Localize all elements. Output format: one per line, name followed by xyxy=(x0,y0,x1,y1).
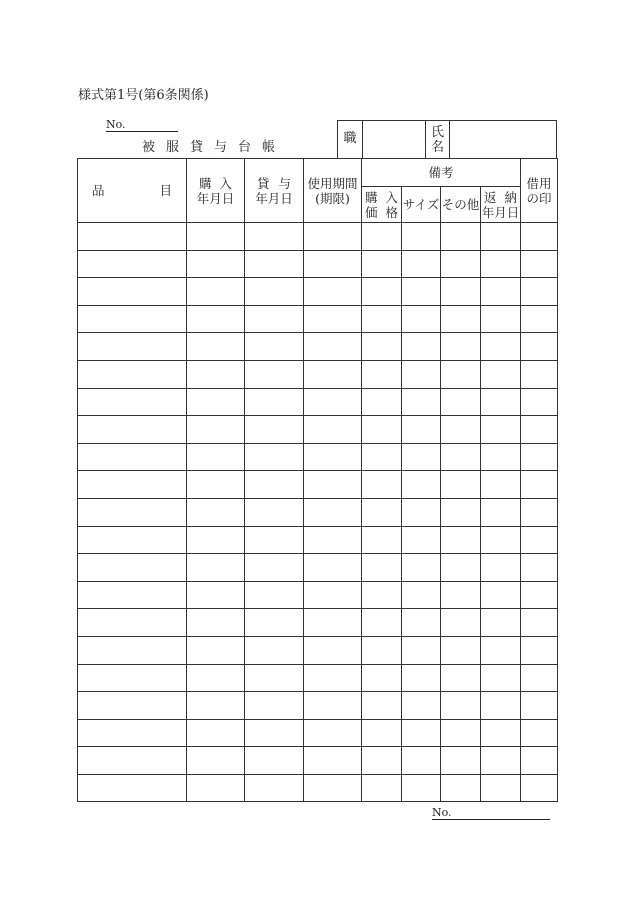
cell-usage-period[interactable] xyxy=(304,223,362,251)
cell-loan-date[interactable] xyxy=(245,664,304,692)
cell-borrower-seal[interactable] xyxy=(521,498,558,526)
cell-item[interactable] xyxy=(78,747,187,775)
col-header-usage-period xyxy=(304,159,362,223)
col-header-usage-period-1: 使用期間 xyxy=(307,175,358,191)
cell-item[interactable] xyxy=(78,360,187,388)
cell-other[interactable] xyxy=(441,443,481,471)
cell-other[interactable] xyxy=(441,554,481,582)
col-header-loan-date-1a: 貸 xyxy=(257,175,270,191)
cell-size[interactable] xyxy=(402,609,441,637)
cell-loan-date[interactable] xyxy=(245,554,304,582)
cell-size[interactable] xyxy=(402,581,441,609)
col-header-price xyxy=(362,187,402,223)
ledger-number-field-bottom[interactable]: No. xyxy=(432,806,550,820)
cell-other[interactable] xyxy=(441,388,481,416)
cell-usage-period[interactable] xyxy=(304,581,362,609)
cell-other[interactable] xyxy=(441,609,481,637)
cell-other[interactable] xyxy=(441,664,481,692)
cell-borrower-seal[interactable] xyxy=(521,636,558,664)
cell-purchase-date[interactable] xyxy=(187,609,245,637)
cell-return-date[interactable] xyxy=(481,498,521,526)
cell-loan-date[interactable] xyxy=(245,774,304,802)
cell-price[interactable] xyxy=(362,747,402,775)
cell-item[interactable] xyxy=(78,388,187,416)
col-header-purchase-date-1a: 購 xyxy=(199,175,212,191)
cell-return-date[interactable] xyxy=(481,223,521,251)
cell-other[interactable] xyxy=(441,223,481,251)
cell-purchase-date[interactable] xyxy=(187,250,245,278)
cell-other[interactable] xyxy=(441,250,481,278)
cell-purchase-date[interactable] xyxy=(187,416,245,444)
cell-loan-date[interactable] xyxy=(245,360,304,388)
cell-usage-period[interactable] xyxy=(304,774,362,802)
cell-item[interactable] xyxy=(78,636,187,664)
cell-return-date[interactable] xyxy=(481,278,521,306)
table-row xyxy=(78,774,558,802)
table-row xyxy=(78,636,558,664)
col-header-return-date-1b: 納 xyxy=(504,189,518,205)
cell-return-date[interactable] xyxy=(481,250,521,278)
col-header-size: サイズ xyxy=(402,187,441,223)
cell-purchase-date[interactable] xyxy=(187,360,245,388)
cell-return-date[interactable] xyxy=(481,443,521,471)
table-row xyxy=(78,223,558,251)
table-row xyxy=(78,388,558,416)
cell-return-date[interactable] xyxy=(481,360,521,388)
cell-borrower-seal[interactable] xyxy=(521,443,558,471)
cell-price[interactable] xyxy=(362,360,402,388)
cell-item[interactable] xyxy=(78,250,187,278)
cell-borrower-seal[interactable] xyxy=(521,388,558,416)
cell-price[interactable] xyxy=(362,719,402,747)
col-header-item-1: 品 xyxy=(92,183,105,198)
table-row xyxy=(78,609,558,637)
cell-item[interactable] xyxy=(78,471,187,499)
cell-return-date[interactable] xyxy=(481,609,521,637)
cell-purchase-date[interactable] xyxy=(187,388,245,416)
cell-price[interactable] xyxy=(362,305,402,333)
table-row xyxy=(78,581,558,609)
cell-loan-date[interactable] xyxy=(245,636,304,664)
page-title: 被服貸与台帳 xyxy=(142,140,287,155)
table-row xyxy=(78,333,558,361)
cell-usage-period[interactable] xyxy=(304,360,362,388)
cell-borrower-seal[interactable] xyxy=(521,692,558,720)
table-row xyxy=(78,305,558,333)
cell-item[interactable] xyxy=(78,305,187,333)
cell-borrower-seal[interactable] xyxy=(521,223,558,251)
cell-return-date[interactable] xyxy=(481,554,521,582)
cell-loan-date[interactable] xyxy=(245,443,304,471)
col-header-item-2: 目 xyxy=(159,183,172,198)
cell-item[interactable] xyxy=(78,498,187,526)
cell-loan-date[interactable] xyxy=(245,471,304,499)
cell-other[interactable] xyxy=(441,498,481,526)
cell-price[interactable] xyxy=(362,471,402,499)
cell-size[interactable] xyxy=(402,498,441,526)
cell-size[interactable] xyxy=(402,636,441,664)
cell-item[interactable] xyxy=(78,333,187,361)
cell-other[interactable] xyxy=(441,333,481,361)
cell-usage-period[interactable] xyxy=(304,664,362,692)
cell-other[interactable] xyxy=(441,416,481,444)
col-header-loan-date xyxy=(245,159,304,223)
cell-return-date[interactable] xyxy=(481,333,521,361)
cell-price[interactable] xyxy=(362,250,402,278)
cell-other[interactable] xyxy=(441,305,481,333)
table-row xyxy=(78,278,558,306)
col-header-return-date-2: 年月日 xyxy=(481,204,520,220)
cell-usage-period[interactable] xyxy=(304,416,362,444)
cell-purchase-date[interactable] xyxy=(187,581,245,609)
cell-usage-period[interactable] xyxy=(304,333,362,361)
cell-size[interactable] xyxy=(402,774,441,802)
cell-purchase-date[interactable] xyxy=(187,692,245,720)
cell-usage-period[interactable] xyxy=(304,305,362,333)
cell-item[interactable] xyxy=(78,664,187,692)
cell-return-date[interactable] xyxy=(481,692,521,720)
cell-item[interactable] xyxy=(78,223,187,251)
cell-purchase-date[interactable] xyxy=(187,719,245,747)
cell-price[interactable] xyxy=(362,416,402,444)
cell-other[interactable] xyxy=(441,747,481,775)
cell-item[interactable] xyxy=(78,278,187,306)
cell-loan-date[interactable] xyxy=(245,388,304,416)
cell-price[interactable] xyxy=(362,526,402,554)
col-header-purchase-date xyxy=(187,159,245,223)
cell-loan-date[interactable] xyxy=(245,223,304,251)
cell-loan-date[interactable] xyxy=(245,609,304,637)
table-row xyxy=(78,554,558,582)
cell-other[interactable] xyxy=(441,526,481,554)
cell-size[interactable] xyxy=(402,554,441,582)
cell-price[interactable] xyxy=(362,664,402,692)
cell-usage-period[interactable] xyxy=(304,747,362,775)
col-header-remarks: 備考 xyxy=(362,159,521,187)
cell-price[interactable] xyxy=(362,443,402,471)
cell-item[interactable] xyxy=(78,443,187,471)
cell-return-date[interactable] xyxy=(481,471,521,499)
cell-item[interactable] xyxy=(78,692,187,720)
cell-return-date[interactable] xyxy=(481,416,521,444)
cell-purchase-date[interactable] xyxy=(187,443,245,471)
cell-return-date[interactable] xyxy=(481,581,521,609)
cell-return-date[interactable] xyxy=(481,636,521,664)
cell-item[interactable] xyxy=(78,719,187,747)
cell-item[interactable] xyxy=(78,526,187,554)
cell-other[interactable] xyxy=(441,719,481,747)
cell-borrower-seal[interactable] xyxy=(521,416,558,444)
cell-price[interactable] xyxy=(362,333,402,361)
cell-borrower-seal[interactable] xyxy=(521,609,558,637)
table-row xyxy=(78,416,558,444)
col-header-price-2a: 価 xyxy=(365,204,378,220)
cell-size[interactable] xyxy=(402,223,441,251)
cell-loan-date[interactable] xyxy=(245,416,304,444)
cell-borrower-seal[interactable] xyxy=(521,333,558,361)
col-header-borrower-seal-2: の印 xyxy=(526,190,552,206)
cell-return-date[interactable] xyxy=(481,526,521,554)
cell-item[interactable] xyxy=(78,416,187,444)
cell-borrower-seal[interactable] xyxy=(521,305,558,333)
table-row xyxy=(78,747,558,775)
cell-purchase-date[interactable] xyxy=(187,636,245,664)
cell-purchase-date[interactable] xyxy=(187,305,245,333)
form-number-label: 様式第1号(第6条関係) xyxy=(78,88,209,103)
cell-size[interactable] xyxy=(402,471,441,499)
cell-other[interactable] xyxy=(441,360,481,388)
cell-loan-date[interactable] xyxy=(245,278,304,306)
cell-usage-period[interactable] xyxy=(304,278,362,306)
col-header-return-date-1a: 返 xyxy=(484,189,497,205)
col-header-price-2b: 格 xyxy=(385,204,398,220)
table-row xyxy=(78,664,558,692)
cell-item[interactable] xyxy=(78,609,187,637)
cell-size[interactable] xyxy=(402,388,441,416)
cell-size[interactable] xyxy=(402,416,441,444)
col-header-price-1b: 入 xyxy=(385,189,398,205)
cell-loan-date[interactable] xyxy=(245,692,304,720)
cell-item[interactable] xyxy=(78,774,187,802)
col-header-borrower-seal xyxy=(521,159,558,223)
cell-loan-date[interactable] xyxy=(245,526,304,554)
cell-borrower-seal[interactable] xyxy=(521,526,558,554)
col-header-loan-date-2: 年月日 xyxy=(255,190,293,206)
table-row xyxy=(78,360,558,388)
cell-price[interactable] xyxy=(362,223,402,251)
cell-size[interactable] xyxy=(402,250,441,278)
ledger-body xyxy=(78,223,558,802)
cell-price[interactable] xyxy=(362,774,402,802)
ledger-table xyxy=(77,158,558,802)
cell-return-date[interactable] xyxy=(481,305,521,333)
cell-usage-period[interactable] xyxy=(304,692,362,720)
cell-price[interactable] xyxy=(362,692,402,720)
cell-borrower-seal[interactable] xyxy=(521,554,558,582)
cell-purchase-date[interactable] xyxy=(187,774,245,802)
cell-price[interactable] xyxy=(362,636,402,664)
cell-size[interactable] xyxy=(402,360,441,388)
cell-usage-period[interactable] xyxy=(304,526,362,554)
cell-purchase-date[interactable] xyxy=(187,498,245,526)
col-header-purchase-date-1b: 入 xyxy=(219,175,232,191)
ledger-number-field-top[interactable]: No. xyxy=(106,118,178,132)
name-label xyxy=(425,125,450,155)
cell-usage-period[interactable] xyxy=(304,719,362,747)
table-row xyxy=(78,471,558,499)
table-row xyxy=(78,498,558,526)
cell-return-date[interactable] xyxy=(481,664,521,692)
cell-price[interactable] xyxy=(362,581,402,609)
cell-size[interactable] xyxy=(402,692,441,720)
table-row xyxy=(78,692,558,720)
cell-other[interactable] xyxy=(441,774,481,802)
cell-borrower-seal[interactable] xyxy=(521,250,558,278)
table-row xyxy=(78,526,558,554)
col-header-purchase-date-2: 年月日 xyxy=(196,190,235,206)
cell-other[interactable] xyxy=(441,278,481,306)
table-row xyxy=(78,443,558,471)
cell-usage-period[interactable] xyxy=(304,609,362,637)
cell-borrower-seal[interactable] xyxy=(521,581,558,609)
cell-purchase-date[interactable] xyxy=(187,333,245,361)
cell-price[interactable] xyxy=(362,498,402,526)
cell-purchase-date[interactable] xyxy=(187,223,245,251)
cell-usage-period[interactable] xyxy=(304,388,362,416)
cell-size[interactable] xyxy=(402,305,441,333)
cell-other[interactable] xyxy=(441,692,481,720)
cell-usage-period[interactable] xyxy=(304,554,362,582)
cell-return-date[interactable] xyxy=(481,774,521,802)
cell-price[interactable] xyxy=(362,554,402,582)
cell-borrower-seal[interactable] xyxy=(521,278,558,306)
cell-loan-date[interactable] xyxy=(245,305,304,333)
cell-borrower-seal[interactable] xyxy=(521,774,558,802)
cell-loan-date[interactable] xyxy=(245,333,304,361)
cell-size[interactable] xyxy=(402,664,441,692)
cell-size[interactable] xyxy=(402,526,441,554)
cell-price[interactable] xyxy=(362,609,402,637)
col-header-borrower-seal-1: 借用 xyxy=(526,175,552,191)
cell-usage-period[interactable] xyxy=(304,471,362,499)
cell-other[interactable] xyxy=(441,636,481,664)
position-field[interactable] xyxy=(362,120,426,159)
cell-borrower-seal[interactable] xyxy=(521,719,558,747)
position-label: 職 xyxy=(343,131,357,146)
col-header-price-1a: 購 xyxy=(365,189,378,205)
cell-purchase-date[interactable] xyxy=(187,526,245,554)
cell-size[interactable] xyxy=(402,278,441,306)
name-label-line-1: 氏 xyxy=(430,125,444,140)
cell-loan-date[interactable] xyxy=(245,581,304,609)
col-header-item xyxy=(78,159,187,223)
cell-loan-date[interactable] xyxy=(245,719,304,747)
name-field[interactable] xyxy=(449,120,557,159)
cell-usage-period[interactable] xyxy=(304,636,362,664)
cell-other[interactable] xyxy=(441,471,481,499)
cell-loan-date[interactable] xyxy=(245,250,304,278)
col-header-other: その他 xyxy=(441,187,481,223)
cell-purchase-date[interactable] xyxy=(187,747,245,775)
cell-item[interactable] xyxy=(78,554,187,582)
cell-size[interactable] xyxy=(402,443,441,471)
cell-return-date[interactable] xyxy=(481,388,521,416)
cell-purchase-date[interactable] xyxy=(187,664,245,692)
cell-return-date[interactable] xyxy=(481,719,521,747)
cell-return-date[interactable] xyxy=(481,747,521,775)
cell-price[interactable] xyxy=(362,388,402,416)
col-header-usage-period-2: (期限) xyxy=(315,190,350,206)
cell-other[interactable] xyxy=(441,581,481,609)
table-row xyxy=(78,719,558,747)
cell-borrower-seal[interactable] xyxy=(521,360,558,388)
cell-borrower-seal[interactable] xyxy=(521,471,558,499)
cell-borrower-seal[interactable] xyxy=(521,747,558,775)
cell-borrower-seal[interactable] xyxy=(521,664,558,692)
cell-size[interactable] xyxy=(402,719,441,747)
cell-item[interactable] xyxy=(78,581,187,609)
cell-loan-date[interactable] xyxy=(245,747,304,775)
col-header-loan-date-1b: 与 xyxy=(278,175,291,191)
cell-usage-period[interactable] xyxy=(304,443,362,471)
table-row xyxy=(78,250,558,278)
name-label-line-2: 名 xyxy=(430,140,444,155)
cell-size[interactable] xyxy=(402,333,441,361)
cell-size[interactable] xyxy=(402,747,441,775)
cell-loan-date[interactable] xyxy=(245,498,304,526)
cell-usage-period[interactable] xyxy=(304,498,362,526)
cell-purchase-date[interactable] xyxy=(187,278,245,306)
col-header-return-date xyxy=(481,187,521,223)
cell-usage-period[interactable] xyxy=(304,250,362,278)
cell-purchase-date[interactable] xyxy=(187,471,245,499)
cell-purchase-date[interactable] xyxy=(187,554,245,582)
cell-price[interactable] xyxy=(362,278,402,306)
